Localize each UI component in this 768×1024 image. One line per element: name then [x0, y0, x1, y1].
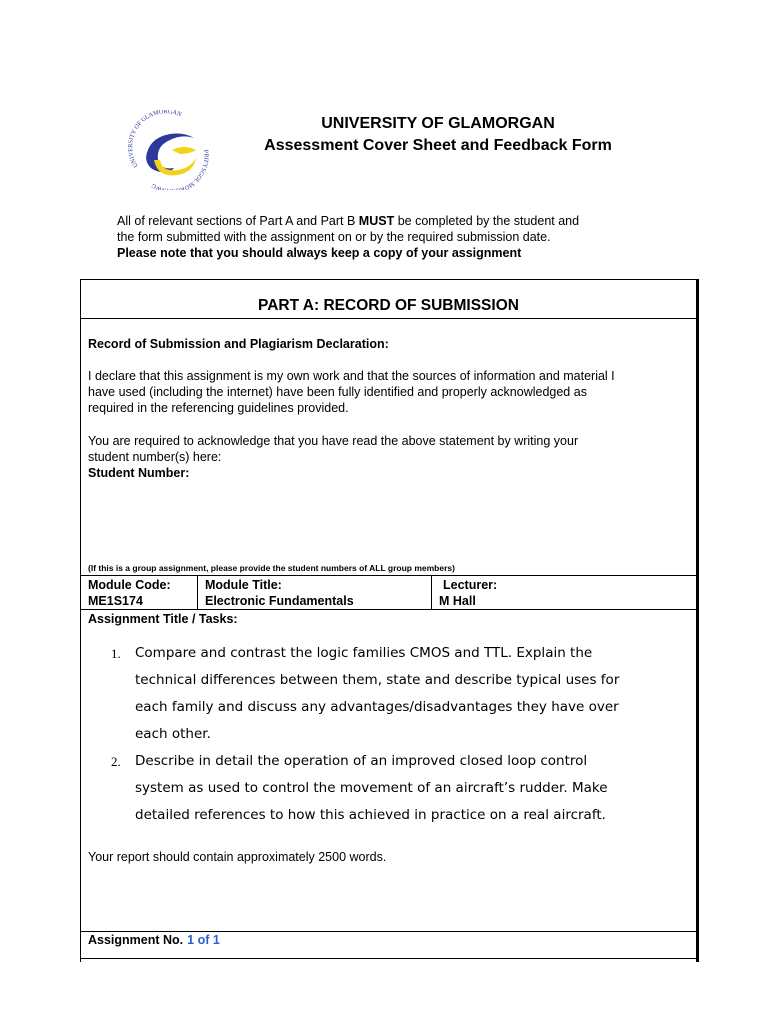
divider	[81, 931, 696, 932]
logo-text-bottom: PRIFYSGOL MORG NWG	[150, 149, 210, 190]
divider	[197, 575, 198, 609]
student-number-label: Student Number:	[88, 466, 190, 480]
acknowledge-text: You are required to acknowledge that you have read the above statement by writing your student number(s) here: Student Number:	[88, 433, 693, 481]
assignment-number-label: Assignment No.	[88, 933, 184, 947]
list-item: 2. Describe in detail the operation of an improved closed loop control system as used to control the movement of an aircraft’s rudder. Make detailed references to how this achieved in practice on a real aircraft.	[111, 753, 608, 823]
university-name: UNIVERSITY OF GLAMORGAN	[321, 115, 555, 132]
keep-copy-note: Please note that you should always keep a copy of your assignment	[117, 246, 522, 260]
module-code-label: Module Code:	[88, 578, 171, 592]
part-a-title: PART A: RECORD OF SUBMISSION	[258, 297, 519, 314]
logo-text-top: UNIVERSITY OF GLAMORGAN	[127, 110, 183, 169]
divider	[81, 318, 696, 319]
lecturer-value: M Hall	[439, 594, 476, 608]
group-assignment-note: (If this is a group assignment, please provide the student numbers of ALL group members)	[88, 563, 455, 573]
university-logo	[124, 110, 214, 190]
must-emphasis: MUST	[358, 214, 395, 228]
task-list	[105, 640, 695, 829]
part-a-form	[80, 279, 699, 962]
assignment-number	[88, 933, 220, 947]
divider	[431, 575, 432, 609]
divider	[81, 609, 696, 610]
form-title: Assessment Cover Sheet and Feedback Form	[264, 137, 612, 154]
module-code-value: ME1S174	[88, 594, 143, 608]
declaration-heading: Record of Submission and Plagiarism Declaration:	[88, 337, 389, 351]
module-title-value: Electronic Fundamentals	[205, 594, 354, 608]
university-seal-icon	[124, 110, 214, 190]
declaration-text: I declare that this assignment is my own work and that the sources of information and material I have used (including the internet) have been fully identified and properly acknowledged as required in the referencing guidelines provided.	[88, 369, 615, 415]
divider	[81, 575, 696, 576]
assignment-title-label: Assignment Title / Tasks:	[88, 612, 238, 626]
intro-instructions: All of relevant sections of Part A and Part B MUST be completed by the student and the form submitted with the assignment on or by the required submission date. Please note that you should always keep a copy of your assignment	[117, 213, 677, 261]
list-item: 1. Compare and contrast the logic families CMOS and TTL. Explain the technical differences between them, state and describe typical uses for each family and discuss any advantages/disadvantages they have over each other.	[111, 645, 620, 742]
assignment-number-value: 1 of 1	[187, 933, 220, 947]
lecturer-label: Lecturer:	[443, 578, 498, 592]
module-title-label: Module Title:	[205, 578, 282, 592]
divider	[81, 958, 696, 959]
word-count-note: Your report should contain approximately 2500 words.	[88, 850, 387, 864]
